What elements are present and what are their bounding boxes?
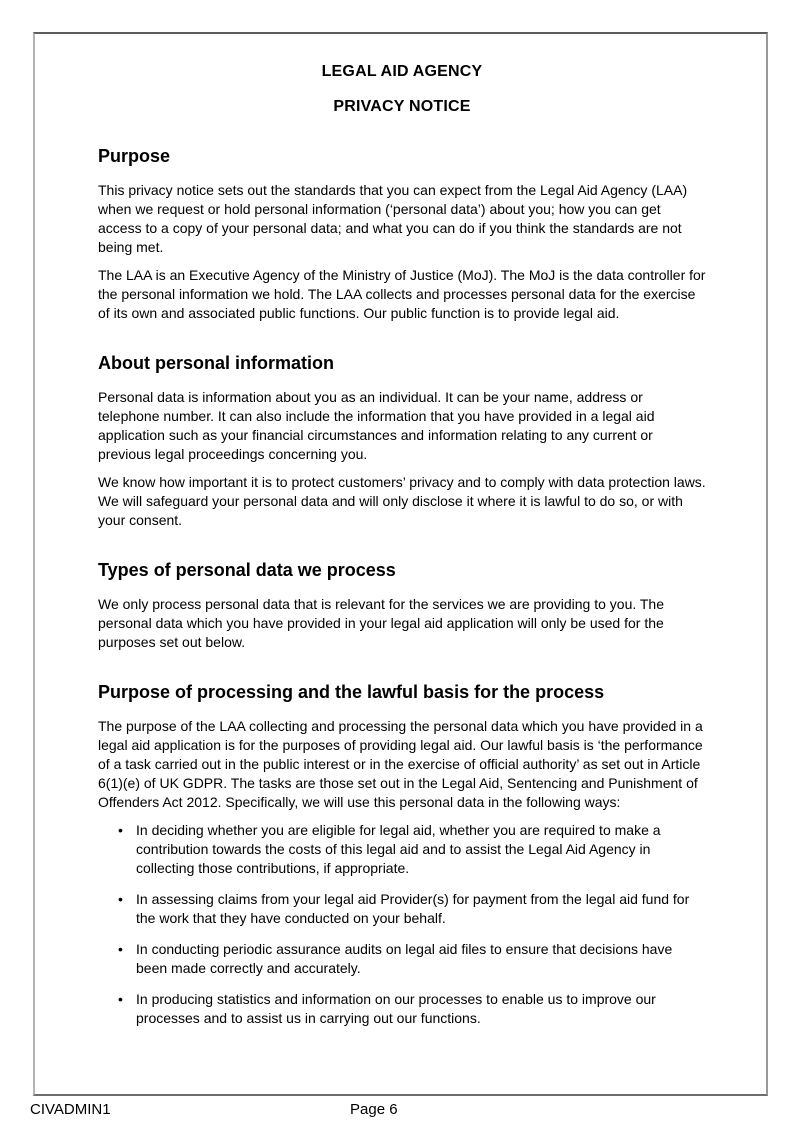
list-item [98,990,706,1028]
bullet-icon: • [118,822,123,838]
list-item-text: In assessing claims from your legal aid Provider(s) for payment from the legal aid fund for the work that they have conducted on your behalf. [136,891,690,926]
list-item [98,890,706,928]
paragraph: This privacy notice sets out the standards that you can expect from the Legal Aid Agency (LAA) when we request or hold personal information (‘personal data’) about you; how you can get access to a copy of your personal data; and what you can do if you think the standards are not being met. [98,182,688,255]
section-types-of-personal-data [98,560,706,652]
paragraph: We only process personal data that is relevant for the services we are providing to you. The personal data which you have provided in your legal aid application will only be used for the purposes set out below. [98,596,665,650]
list-item-text: In deciding whether you are eligible for legal aid, whether you are required to make a contribution towards the costs of this legal aid and to assist the Legal Aid Agency in collecting those contributions, if appropriate. [136,822,661,876]
section-heading-purpose-of-processing: Purpose of processing and the lawful basis for the process [98,682,605,702]
list-item-text: In conducting periodic assurance audits on legal aid files to ensure that decisions have been made correctly and accurately. [136,941,673,976]
paragraph: We know how important it is to protect customers’ privacy and to comply with data protection laws. We will safeguard your personal data and will only disclose it where it is lawful to do so, or with your consent. [98,474,706,528]
list-item [98,821,706,878]
section-heading-purpose: Purpose [98,146,171,166]
bullet-icon: • [118,941,123,957]
bullet-icon: • [118,991,123,1007]
section-heading-types-of-personal-data: Types of personal data we process [98,560,396,580]
paragraph: Personal data is information about you as an individual. It can be your name, address or telephone number. It can also include the information that you have provided in a legal aid application such as your financial circumstances and information relating to any current or previous legal proceedings concerning you. [98,389,655,462]
document-subtitle: PRIVACY NOTICE [333,98,471,115]
bullet-list [98,821,706,1028]
section-heading-about-personal-information: About personal information [98,353,334,373]
paragraph: The LAA is an Executive Agency of the Ministry of Justice (MoJ). The MoJ is the data controller for the personal information we hold. The LAA collects and processes personal data for the exercise of its own and associated public functions. Our public function is to provide legal aid. [98,267,706,321]
document-page [33,32,768,1096]
list-item [98,940,706,978]
list-item-text: In producing statistics and information on our processes to enable us to improve our processes and to assist us in carrying out our functions. [136,991,656,1026]
section-purpose-of-processing [98,682,706,1028]
footer-document-id: CIVADMIN1 [30,1101,111,1118]
bullet-icon: • [118,891,123,907]
paragraph: The purpose of the LAA collecting and processing the personal data which you have provided in a legal aid application is for the purposes of providing legal aid. Our lawful basis is ‘the performance of a task carried out in the public interest or in the exercise of official authority’ as set out in Article 6(1)(e) of UK GDPR. The tasks are those set out in the Legal Aid, Sentencing and Punishment of Offenders Act 2012. Specifically, we will use this personal data in the following ways: [98,718,703,810]
document-title: LEGAL AID AGENCY [321,63,483,80]
footer-page-number: Page 6 [350,1101,398,1118]
section-purpose [98,146,706,323]
section-about-personal-information [98,353,706,530]
